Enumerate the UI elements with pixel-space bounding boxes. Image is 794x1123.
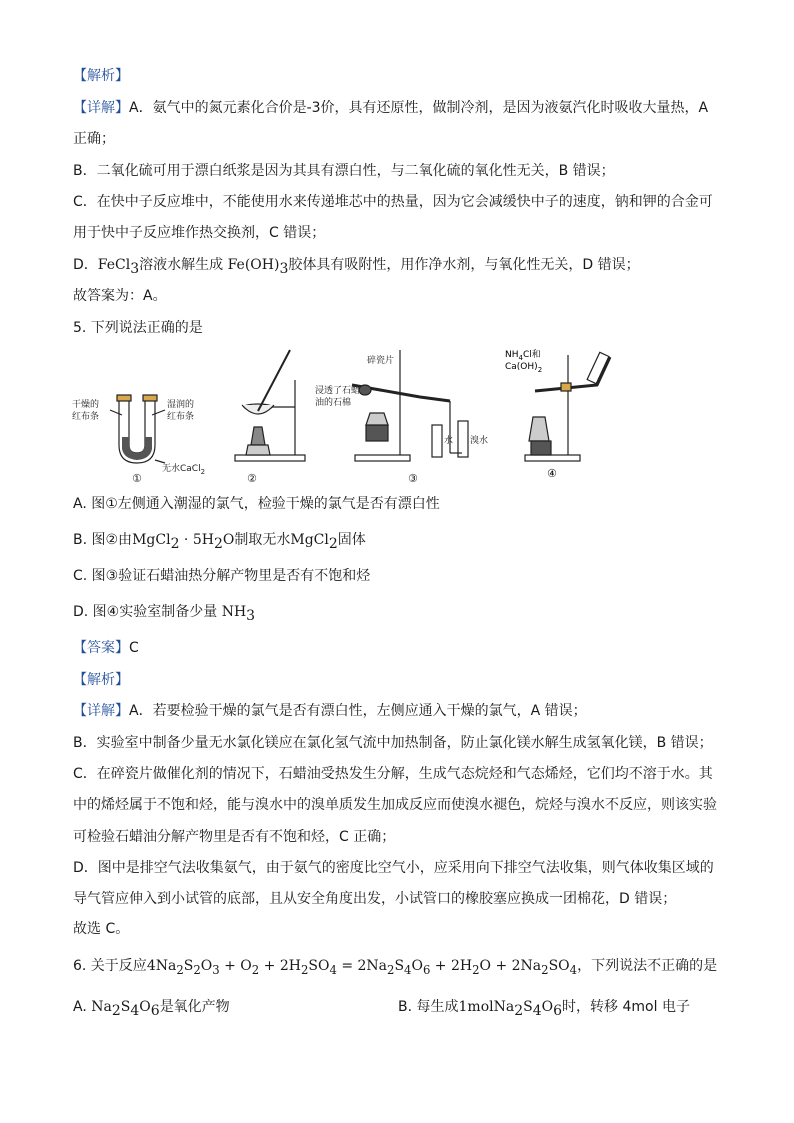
q5-answer: [73, 638, 723, 658]
q5-detail-c1: C．在碎瓷片做催化剂的情况下，石蜡油受热发生分解，生成气态烷烃和气态烯烃，它们均不溶于水。其: [73, 766, 713, 782]
figure-number-3: ③: [408, 472, 418, 485]
question-5-stem: 5. 下列说法正确的是: [73, 320, 203, 336]
answer-value: C: [129, 640, 139, 656]
q5-option-c: C. 图③验证石蜡油热分解产物里是否有不饱和烃: [73, 568, 371, 584]
f1-dry-label2: 红布条: [72, 412, 100, 422]
f1-dry-label: 干燥的: [72, 400, 100, 410]
q5-option-a: A. 图①左侧通入潮湿的氯气，检验干燥的氯气是否有漂白性: [73, 496, 440, 512]
q5-detail-tag: 【详解】: [73, 703, 129, 719]
q5-option-b: B. 图②由MgCl$_2$ · $5H_2O$制取无水MgCl$_2$固体: [73, 532, 366, 552]
q5-detail-d1: D．图中是排空气法收集氨气，由于氨气的密度比空气小，应采用向下排空气法收集，则气体收集区域的: [73, 860, 714, 876]
analysis-heading: 【解析】: [73, 68, 129, 84]
f1-wet-label: 湿润的: [167, 400, 195, 410]
detail-tag: 【详解】: [73, 100, 129, 116]
q5-detail-c2: 中的烯烃属于不饱和烃，能与溴水中的溴单质发生加成反应而使溴水褪色，烷烃与溴水不反应，则该实验: [73, 797, 717, 813]
figure-1-u-tube: [110, 395, 165, 463]
detail-a-line2: 正确；: [73, 131, 115, 147]
q5-choose: 故选 C。: [73, 921, 130, 937]
f3-paraffin-label2: 油的石棉: [315, 398, 352, 408]
detail-c-line2: 用于快中子反应堆作热交换剂，C 错误；: [73, 225, 326, 241]
q6-option-b: B. 每生成$1molNa_2S_4O_6$时，转移 4mol 电子: [398, 999, 690, 1019]
detail-a-line1: 【详解】A．氨气中的氮元素化合价是-3价，具有还原性，做制冷剂，是因为液氨汽化时吸收大量热，A: [73, 100, 709, 116]
figure-2-evaporation: [235, 350, 305, 461]
figure-4-number: ④: [547, 467, 557, 480]
f3-water-label: 水: [444, 436, 454, 446]
f4-reagent-label2: $Ca(OH)_2$: [505, 362, 543, 374]
q5-detail-b: B．实验室中制备少量无水氯化镁应在氯化氢气流中加热制备，防止氯化镁水解生成氢氧化镁，B 错误；: [73, 735, 713, 751]
f3-paraffin-label1: 浸透了石蜡: [315, 386, 361, 396]
answer-conclusion: 故答案为：A。: [73, 288, 167, 304]
figure-4-ammonia-block: [505, 345, 615, 485]
q5-detail-a: 【详解】A．若要检验干燥的氯气是否有漂白性，左侧应通入干燥的氯气，A 错误；: [73, 703, 587, 719]
reaction-equation: $4Na_2S_2O_3 + O_2 + 2H_2SO_4 = 2Na_2S_4O_6 + 2H_2O + 2Na_2SO_4$: [146, 958, 578, 977]
apparatus-figure: [70, 345, 520, 485]
f1-wet-label2: 红布条: [167, 412, 195, 422]
detail-b-line: B．二氧化硫可用于漂白纸浆是因为其具有漂白性，与二氧化硫的氧化性无关，B 错误；: [73, 163, 615, 179]
q5-detail-d2: 导气管应伸入到小试管的底部，且从安全角度出发，小试管口的橡胶塞应换成一团棉花，D 错误；: [73, 891, 677, 907]
detail-d-line: D．FeCl$_3$溶液水解生成 $Fe(OH)_3$胶体具有吸附性，用作净水剂，与氧化性无关，D 错误；: [73, 257, 640, 277]
question-6-stem: 6. 关于反应$4Na_2S_2O_3 + O_2 + 2H_2SO_4 = 2Na_2S_4O_6 + 2H_2O + 2Na_2SO_4$，下列说法不正确的是: [73, 958, 718, 977]
q5-detail-c3: 可检验石蜡油分解产物里是否有不饱和烃，C 正确；: [73, 829, 396, 845]
f3-bromine-label: 溴水: [470, 436, 489, 446]
f4-reagent-label1: $NH_4Cl$和: [505, 350, 541, 362]
figure-4-drawing: [505, 345, 615, 485]
answer-tag: 【答案】: [73, 640, 129, 656]
figure-number-2: ②: [247, 472, 257, 485]
f3-porcelain-label: 碎瓷片: [367, 356, 395, 366]
q5-option-d: D. 图④实验室制备少量 $NH_3$: [73, 604, 256, 624]
detail-c-line1: C．在快中子反应堆中，不能使用水来传递堆芯中的热量，因为它会减缓快中子的速度，钠和钾的合金可: [73, 194, 713, 210]
apparatus-drawing: [70, 345, 520, 485]
f1-cacl2-label: 无水CaCl$_2$: [162, 464, 206, 476]
q6-option-a: A. $Na_2S_4O_6$是氧化产物: [73, 999, 230, 1019]
q5-analysis-heading: 【解析】: [73, 672, 129, 688]
figure-number-1: ①: [132, 472, 142, 485]
